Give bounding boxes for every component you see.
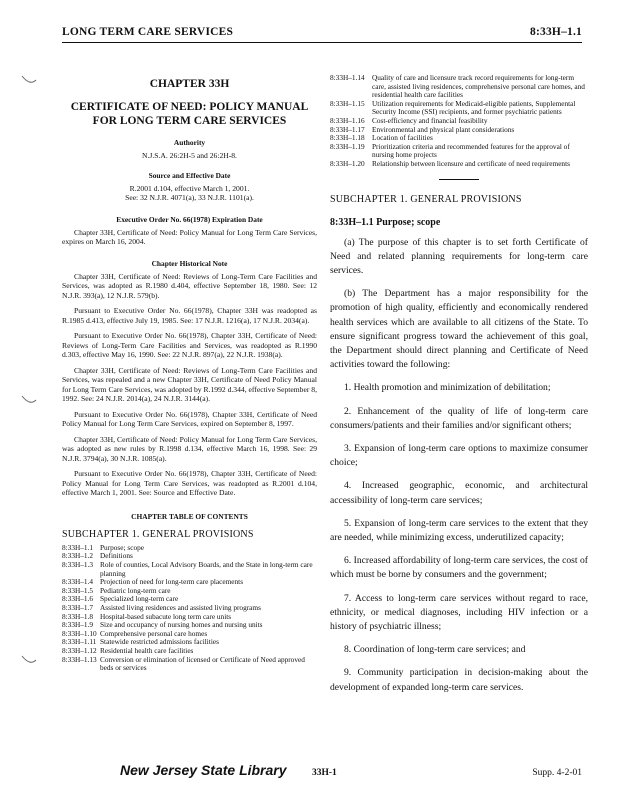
toc-title: Size and occupancy of nursing homes and nursing units bbox=[100, 620, 263, 630]
binder-mark-icon bbox=[20, 392, 38, 408]
toc-number: 8:33H–1.2 bbox=[62, 551, 94, 561]
running-header bbox=[62, 26, 582, 43]
toc-entry[interactable] bbox=[62, 656, 317, 673]
toc-subchapter: SUBCHAPTER 1. GENERAL PROVISIONS bbox=[62, 528, 254, 540]
toc-number: 8:33H–1.5 bbox=[62, 585, 94, 595]
toc-list-right bbox=[330, 74, 588, 169]
toc-heading: CHAPTER TABLE OF CONTENTS bbox=[131, 511, 248, 521]
history-para: Pursuant to Executive Order No. 66(1978), Chapter 33H, Certificate of Need: Policy Manual for Long Term Care Services, was readopted as R.2001 d.104, effective March 1, 2001. See: Source and Effective Date. bbox=[62, 469, 317, 498]
toc-number: 8:33H–1.1 bbox=[62, 542, 94, 552]
toc-title: Quality of care and licensure track record requirements for long-term care, assisted living residences, comprehensive personal care homes, and residential health care facilities bbox=[372, 73, 585, 100]
toc-number: 8:33H–1.14 bbox=[330, 73, 365, 82]
section-heading: 8:33H–1.1 Purpose; scope bbox=[330, 216, 441, 228]
toc-entry[interactable] bbox=[330, 143, 588, 160]
authority-text: N.J.S.A. 26:2H-5 and 26:2H-8. bbox=[142, 151, 237, 160]
exec-order-heading: Executive Order No. 66(1978) Expiration Date bbox=[116, 214, 263, 224]
para-b: (b) The Department has a major responsibility for the promotion of high quality, efficiently and economically rendered health services which are available to all citizens of the State. To ensure significant progress toward the achievement of this goal, the Department should direct planning and Certificate of Need activities toward the following: bbox=[330, 288, 588, 371]
toc-number: 8:33H–1.13 bbox=[62, 654, 97, 664]
toc-title: Statewide restricted admissions facilities bbox=[100, 637, 219, 647]
page-footer bbox=[62, 762, 582, 782]
binder-mark-icon bbox=[20, 652, 38, 668]
toc-number: 8:33H–1.8 bbox=[62, 611, 94, 621]
toc-number: 8:33H–1.6 bbox=[62, 594, 94, 604]
header-title: LONG TERM CARE SERVICES bbox=[62, 26, 234, 38]
source-heading: Source and Effective Date bbox=[148, 170, 231, 180]
toc-title: Residential health care facilities bbox=[100, 645, 194, 655]
toc-entry[interactable] bbox=[330, 100, 588, 117]
toc-title: Assisted living residences and assisted living programs bbox=[100, 602, 261, 612]
toc-title: Pediatric long-term care bbox=[100, 585, 171, 595]
list-item: 2. Enhancement of the quality of life of long-term care consumers/patients and their families and/or significant others; bbox=[330, 405, 588, 431]
history-para: Pursuant to Executive Order No. 66(1978), Chapter 33H, Certificate of Need: Reviews of Long-Term Care Facilities and Services, was readopted as R.1990 d.303, effective May 16, 1990. See: 22 N.J.R. 897(a), 22 N.J.R. 1938(a). bbox=[62, 331, 317, 360]
history-para: Chapter 33H, Certificate of Need: Policy Manual for Long Term Care Services, was adopted as new rules by R.1998 d.134, effective March 16, 1998. See: 29 N.J.R. 3794(a), 30 N.J.R. 1085(a). bbox=[62, 434, 317, 463]
history-heading: Chapter Historical Note bbox=[151, 258, 228, 268]
list-item: 6. Increased affordability of long-term care services, the cost of which must be borne by consumers and the government; bbox=[330, 555, 588, 581]
list-item: 5. Expansion of long-term care services to the extent that they are needed, while minimizing excess, underutilized capacity; bbox=[330, 517, 588, 543]
right-column bbox=[330, 74, 588, 704]
toc-entry[interactable] bbox=[330, 74, 588, 100]
body-subchapter-heading: SUBCHAPTER 1. GENERAL PROVISIONS bbox=[330, 193, 522, 205]
toc-number: 8:33H–1.4 bbox=[62, 577, 94, 587]
toc-number: 8:33H–1.11 bbox=[62, 637, 97, 647]
toc-title: Role of counties, Local Advisory Boards, and the State in long-term care planning bbox=[100, 559, 313, 578]
toc-entry[interactable] bbox=[330, 160, 588, 169]
toc-title: Utilization requirements for Medicaid-eligible patients, Supplemental Security Income (SSI) recipients, and former psychiatric patients bbox=[372, 98, 576, 117]
supplement-date: Supp. 4-2-01 bbox=[532, 768, 582, 778]
toc-number: 8:33H–1.9 bbox=[62, 620, 94, 630]
source-text-1: R.2001 d.104, effective March 1, 2001. bbox=[129, 183, 250, 193]
toc-title: Conversion or elimination of licensed or Certificate of Need approved beds or services bbox=[100, 654, 305, 673]
binder-mark-icon bbox=[20, 72, 38, 88]
chapter-heading: CHAPTER 33H bbox=[149, 78, 230, 90]
toc-number: 8:33H–1.7 bbox=[62, 602, 94, 612]
para-a: (a) The purpose of this chapter is to set forth Certificate of Need and related planning requirements for long-term care services. bbox=[330, 236, 588, 276]
list-item: 7. Access to long-term care services without regard to race, ethnicity, or medical diagnoses, including HIV infection or a history of psychiatric illness; bbox=[330, 592, 588, 632]
toc-number: 8:33H–1.3 bbox=[62, 559, 94, 569]
toc-number: 8:33H–1.15 bbox=[330, 98, 365, 108]
toc-number: 8:33H–1.20 bbox=[330, 158, 365, 168]
toc-title: Comprehensive personal care homes bbox=[100, 628, 208, 638]
history-para: Chapter 33H, Certificate of Need: Reviews of Long-Term Care Facilities and Services, was adopted as R.1980 d.404, effective September 18, 1980. See: 12 N.J.R. 393(a), 12 N.J.R. 579(b). bbox=[62, 271, 317, 300]
toc-title: Hospital-based subacute long term care units bbox=[100, 611, 232, 621]
toc-title: Location of facilities bbox=[372, 133, 433, 143]
toc-title: Environmental and physical plant considerations bbox=[372, 124, 515, 134]
list-item: 4. Increased geographic, economic, and architectural accessibility of long-term care services; bbox=[330, 480, 588, 506]
source-text-2: See: 32 N.J.R. 4071(a), 33 N.J.R. 1101(a). bbox=[125, 193, 254, 203]
toc-number: 8:33H–1.12 bbox=[62, 645, 97, 655]
history-para: Pursuant to Executive Order No. 66(1978), Chapter 33H, Certificate of Need Policy Manual for Long Term Care Services, expired on September 8, 1997. bbox=[62, 409, 317, 429]
history-para: Chapter 33H, Certificate of Need: Reviews of Long-Term Care Facilities and Services, was repealed and a new Chapter 33H, Certificate of Need Policy Manual for Long Term Care Services, was adopted by R.1992 d.344, effective September 8, 1992. See: 24 N.J.R. 2014(a), 24 N.J.R. 3144(a). bbox=[62, 365, 317, 404]
left-column bbox=[62, 78, 317, 673]
authority-heading: Authority bbox=[173, 138, 206, 147]
chapter-title: CERTIFICATE OF NEED: POLICY MANUAL FOR LONG TERM CARE SERVICES bbox=[70, 101, 309, 127]
toc-number: 8:33H–1.16 bbox=[330, 115, 365, 125]
section-divider bbox=[439, 179, 479, 180]
page-number: 33H-1 bbox=[312, 768, 337, 778]
toc-title: Definitions bbox=[100, 551, 133, 561]
toc-list-left bbox=[62, 544, 317, 673]
toc-number: 8:33H–1.18 bbox=[330, 133, 365, 143]
toc-number: 8:33H–1.17 bbox=[330, 124, 365, 134]
toc-entry[interactable] bbox=[62, 561, 317, 578]
toc-title: Projection of need for long-term care placements bbox=[100, 577, 244, 587]
exec-order-text: Chapter 33H, Certificate of Need: Policy Manual for Long Term Care Services, expires on March 16, 2004. bbox=[62, 227, 317, 247]
toc-entry[interactable] bbox=[330, 126, 588, 135]
library-stamp: New Jersey State Library bbox=[120, 762, 287, 778]
toc-title: Relationship between licensure and certificate of need requirements bbox=[372, 158, 570, 168]
toc-title: Cost-efficiency and financial feasibility bbox=[372, 115, 488, 125]
list-item: 1. Health promotion and minimization of debilitation; bbox=[344, 382, 551, 394]
toc-title: Prioritization criteria and recommended features for the approval of nursing home projects bbox=[372, 141, 570, 160]
toc-number: 8:33H–1.10 bbox=[62, 628, 97, 638]
header-section-number: 8:33H–1.1 bbox=[530, 26, 582, 38]
list-item: 9. Community participation in decision-making about the development of expanded long-term care services. bbox=[330, 667, 588, 693]
list-item: 8. Coordination of long-term care services; and bbox=[344, 644, 526, 656]
toc-number: 8:33H–1.19 bbox=[330, 141, 365, 151]
toc-title: Purpose; scope bbox=[100, 542, 144, 552]
list-item: 3. Expansion of long-term care options to maximize consumer choice; bbox=[330, 442, 588, 469]
toc-title: Specialized long-term care bbox=[100, 594, 179, 604]
history-para: Pursuant to Executive Order No. 66(1978), Chapter 33H was readopted as R.1985 d.413, effective July 19, 1985. See: 17 N.J.R. 1216(a), 17 N.J.R. 2034(a). bbox=[62, 306, 317, 325]
